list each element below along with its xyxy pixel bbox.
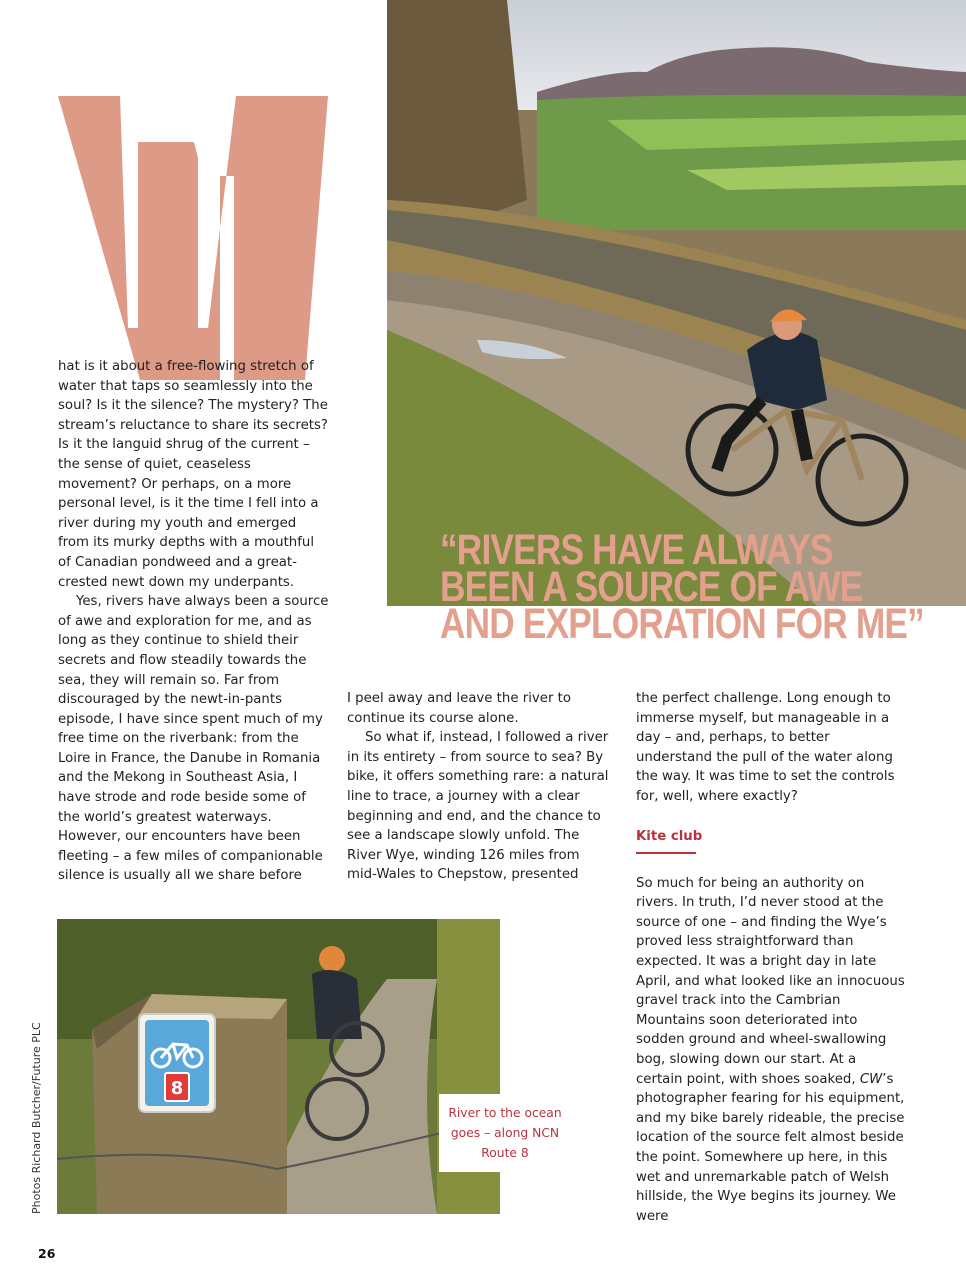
- magazine-abbrev: CW: [859, 1071, 883, 1087]
- pull-quote-line: “RIVERS HAVE ALWAYS: [440, 526, 833, 574]
- article-column-3: [636, 689, 906, 1226]
- section-subhead: Kite club: [636, 828, 703, 844]
- text-span: So much for being an authority on rivers. In truth, I’d never stood at the source of one – and finding the Wye’s proved less straightforward than expected. It was a bright day in late April, and what looked like an innocuous gravel track into the Cambrian Mountains soon deteriorated into sodden ground and wheel-swallowing bog, slowing down our start. At a certain point, with shoes soaked,: [636, 875, 905, 1087]
- article-paragraph: [636, 874, 906, 1227]
- ncn-route-sign-photo: [57, 919, 500, 1214]
- photo-caption: [439, 1094, 571, 1172]
- photo-credit: Photos Richard Butcher/Future PLC: [30, 1022, 43, 1214]
- pull-quote: [440, 526, 924, 648]
- text-span: ’s photographer fearing for his equipment, and my bike barely rideable, the precise location of the source felt almost beside the point. Somewhere up here, in this wet and unremarkable patch of Welsh hillside, the Wye begins its journey. We were: [636, 1071, 905, 1224]
- pull-quote-line: AND EXPLORATION FOR ME”: [440, 600, 924, 648]
- pull-quote-line: BEEN A SOURCE OF AWE: [440, 563, 863, 611]
- cyclist-gravel-track-photo: [387, 0, 966, 611]
- page-number: 26: [38, 1246, 56, 1261]
- drop-cap-w: [58, 96, 328, 380]
- article-paragraph: I peel away and leave the river to continue its course alone.: [347, 691, 571, 726]
- article-paragraph: So what if, instead, I followed a river in its entirety – from source to sea? By bike, it offers something rare: a natural line to trace, a journey with a clear beginning and end, and the chance to see a landscape slowly unfold. The River Wye, winding 126 miles from mid-Wales to Chepstow, presented: [347, 730, 609, 883]
- article-column-2: [347, 689, 609, 885]
- article-column-1: [58, 357, 330, 886]
- subhead-rule: [636, 852, 696, 854]
- article-paragraph: hat is it about a free-flowing stretch of water that taps so seamlessly into the soul? Is it the silence? The mystery? The stream’s reluctance to share its secrets? Is it the languid shrug of the current – the sense of quiet, ceaseless movement? Or perhaps, on a more personal level, is it the time I fell into a river during my youth and emerged from its murky depths with a mouthful of Canadian pondweed and a great-crested newt down my underpants.: [58, 359, 328, 590]
- article-paragraph: Yes, rivers have always been a source of awe and exploration for me, and as long as they continue to shield their secrets and flow steadily towards the sea, they will remain so. Far from discouraged by the newt-in-pants episode, I have since spent much of my free time on the riverbank: from the Loire in France, the Danube in Romania and the Mekong in Southeast Asia, I have strode and rode beside some of the world’s greatest waterways. However, our encounters have been fleeting – a few miles of companionable silence is usually all we share before: [58, 594, 329, 884]
- article-paragraph: the perfect challenge. Long enough to immerse myself, but manageable in a day – and, perhaps, to better understand the pull of the water along the way. It was time to set the controls for, well, where exactly?: [636, 691, 895, 804]
- photo-caption-text: River to the ocean goes – along NCN Route 8: [448, 1106, 562, 1160]
- route-number: 8: [170, 1078, 184, 1099]
